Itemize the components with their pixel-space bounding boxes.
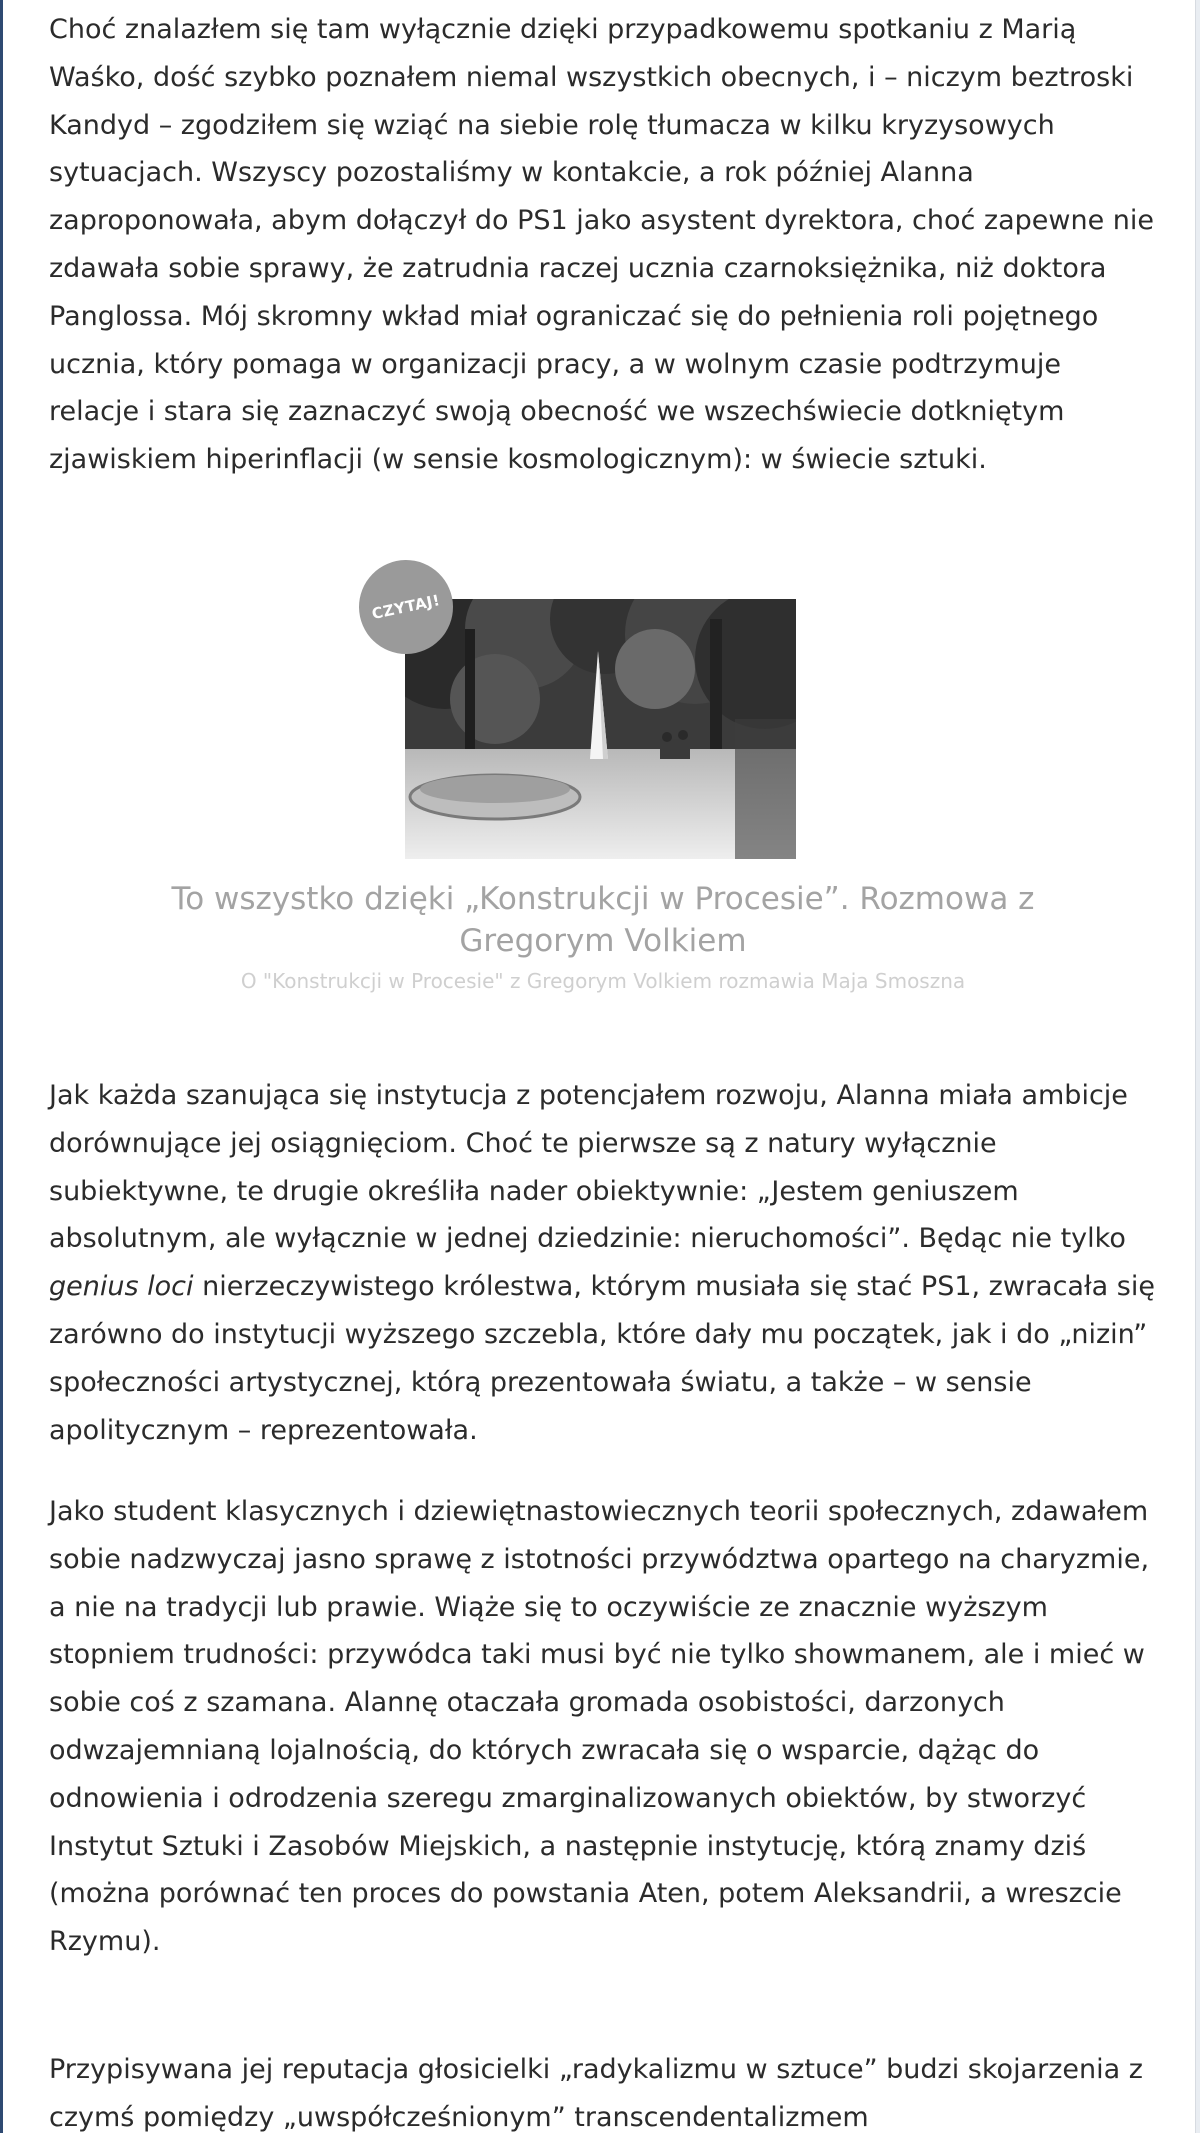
read-badge: CZYTAJ! bbox=[350, 551, 461, 662]
paragraph-2-text-end: nierzeczywistego królestwa, którym musiała się stać PS1, zwracała się zarówno do instytucji wyższego szczebla, które dały mu początek, jak i do „nizin” społeczności artystycznej, którą prezentowała światu, a także – w sensie apolitycznym – reprezentowała. bbox=[49, 1271, 1155, 1446]
park-monument-photo bbox=[405, 599, 796, 859]
related-article-card[interactable] bbox=[3, 560, 1196, 1010]
related-article-subtitle: O "Konstrukcji w Procesie" z Gregorym Volkiem rozmawia Maja Smoszna bbox=[240, 969, 966, 993]
article-paragraph-2 bbox=[49, 1072, 1159, 1454]
paragraph-2-text-start: Jak każda szanująca się instytucja z potencjałem rozwoju, Alanna miała ambicje dorównujące jej osiągnięciom. Choć te pierwsze są z natury wyłącznie subiektywne, te drugie określiła nader obiektywnie: „Jestem geniuszem absolutnym, ale wyłącznie w jednej dziedzinie: nieruchomości”. Będąc nie tylko bbox=[49, 1080, 1128, 1255]
related-article-image[interactable] bbox=[405, 599, 796, 859]
article-paragraph-1: Choć znalazłem się tam wyłącznie dzięki przypadkowemu spotkaniu z Marią Waśko, dość szybko poznałem niemal wszystkich obecnych, i – niczym beztroski Kandyd – zgodziłem się wziąć na siebie rolę tłumacza w kilku kryzysowych sytuacjach. Wszyscy pozostaliśmy w kontakcie, a rok później Alanna zaproponowała, abym dołączył do PS1 jako asystent dyrektora, choć zapewne nie zdawała sobie sprawy, że zatrudnia raczej ucznia czarnoksiężnika, niż doktora Panglossa. Mój skromny wkład miał ograniczać się do pełnienia roli pojętnego ucznia, który pomaga w organizacji pracy, a w wolnym czasie podtrzymuje relacje i stara się zaznaczyć swoją obecność we wszechświecie dotkniętym zjawiskiem hiperinflacji (w sensie kosmologicznym): w świecie sztuki. bbox=[49, 14, 1155, 476]
related-article-title[interactable]: To wszystko dzięki „Konstrukcji w Procesie”. Rozmowa z Gregorym Volkiem bbox=[171, 881, 1035, 959]
genius-loci-emphasis: genius loci bbox=[49, 1271, 194, 1303]
article-paragraph-4: Przypisywana jej reputacja głosicielki „radykalizmu w sztuce” budzi skojarzenia z czymś pomiędzy „uwspółcześnionym” transcendentalizmem bbox=[49, 2054, 1143, 2133]
article-paragraph-3: Jako student klasycznych i dziewiętnastowiecznych teorii społecznych, zdawałem sobie nadzwyczaj jasno sprawę z istotności przywództwa opartego na charyzmie, a nie na tradycji lub prawie. Wiąże się to oczywiście ze znacznie wyższym stopniem trudności: przywódca taki musi być nie tylko showmanem, ale i mieć w sobie coś z szamana. Alannę otaczała gromada osobistości, darzonych odwzajemnianą lojalnością, do których zwracała się o wsparcie, dążąc do odnowienia i odrodzenia szeregu zmarginalizowanych obiektów, by stworzyć Instytut Sztuki i Zasobów Miejskich, a następnie instytucję, którą znamy dziś (można porównać ten proces do powstania Aten, potem Aleksandrii, a wreszcie Rzymu). bbox=[49, 1496, 1150, 1958]
